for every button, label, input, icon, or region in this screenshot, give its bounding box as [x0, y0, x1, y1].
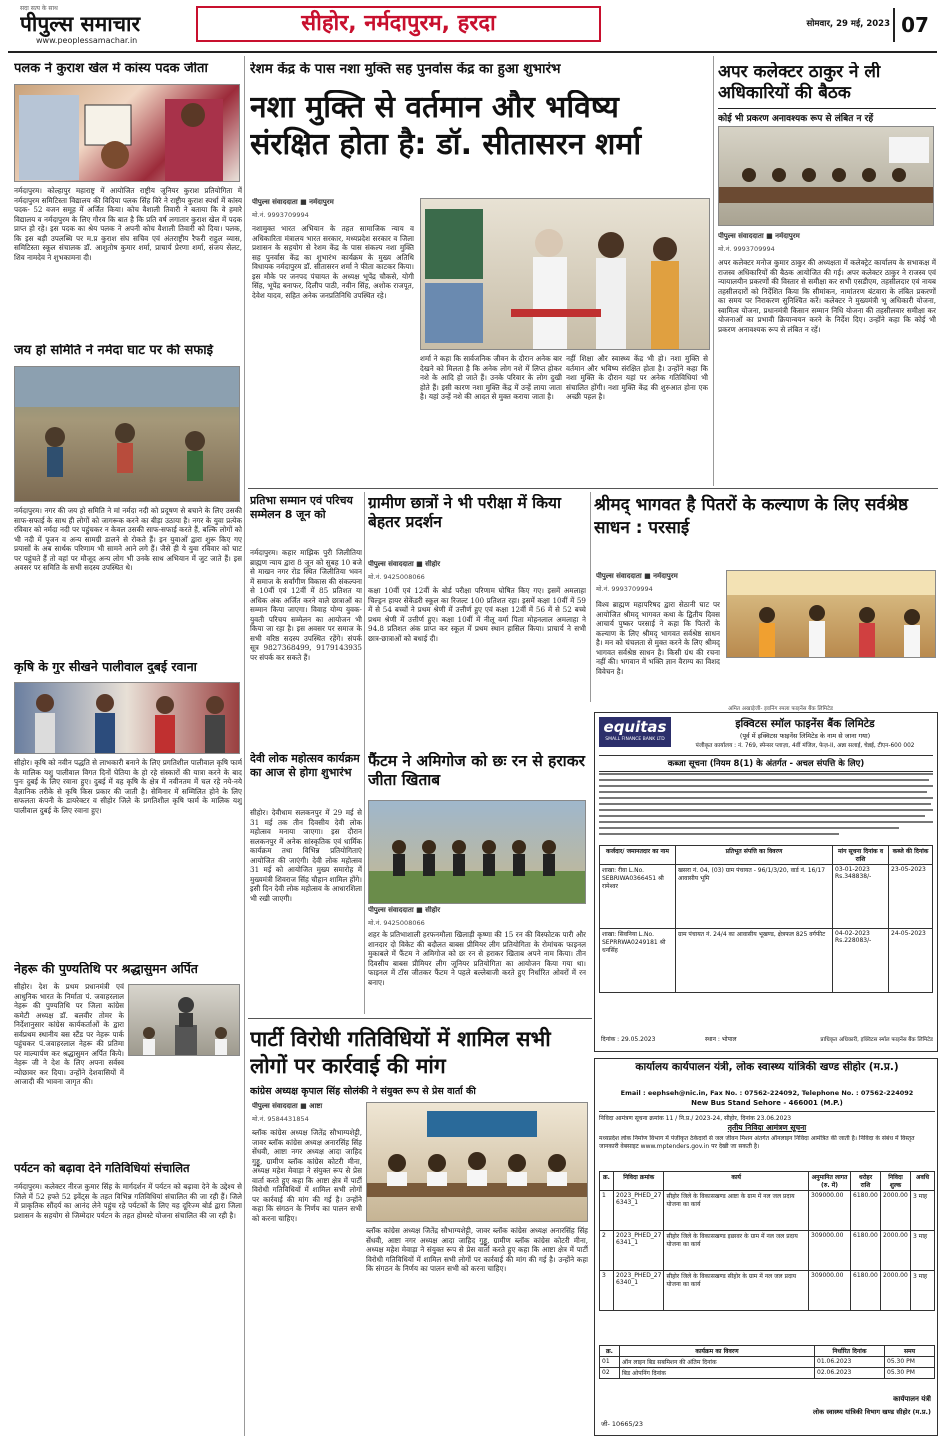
bank-col: मांग सूचना दिनांक व राशि: [833, 846, 889, 865]
fantom-byline: पीपुल्स संवाददाता ■ सीहोर: [368, 906, 441, 914]
bank-footer-place: स्थान : भोपाल: [705, 1036, 737, 1043]
tender-col: निविदा शुल्क: [881, 1172, 911, 1191]
table-cell: 309000.00: [809, 1191, 851, 1231]
adm-deck: कोई भी प्रकरण अनावश्यक रूप से लंबित न रहें: [718, 108, 936, 124]
party-headline: पार्टी विरोधी गतिविधियों में शामिल सभी लोगों पर कार्रवाई की मांग: [250, 1027, 551, 1079]
table-cell: 6180.00: [851, 1191, 881, 1231]
bank-notice: [594, 712, 938, 1052]
section-rule: [248, 488, 938, 489]
table-cell: सीहोर जिले के विकासखण्ड इछावर के ग्राम में नल जल प्रदाय योजना का कार्य: [664, 1231, 809, 1271]
table-cell: 2023_PHED_27 6343_1: [614, 1191, 664, 1231]
lead-body: नहीं शिक्षा और स्वास्थ्य केंद्र भी हो। नशा मुक्ति से वर्तमान और भविष्य संरक्षित होता है। उन्होंने कहा कि नशा मुक्ति के दौरान यहां पर अनेक गतिविधियां भी संचालित होंगी। नशा मुक्ति केंद्र की शुरुआत होना एक अच्छी पहल है।: [566, 354, 708, 401]
table-cell: खसरा नं. 04, (03) ग्राम पंचायत - 96/1/3/20, वार्ड नं. 16/17 आवासीय भूमि: [676, 865, 833, 929]
bank-name: इक्विटस स्मॉल फाइनेंस बैंक लिमिटेड: [735, 718, 875, 730]
party-byline: पीपुल्स संवाददाता ■ आष्टा: [252, 1102, 323, 1110]
bank-name-sub: (पूर्व में इक्विटस फाइनेंस लिमिटेड के नाम से जाना गया): [739, 732, 871, 740]
photo-dubai-departure: [14, 682, 240, 754]
pratibha-body: नर्मदापुरम। कहार माझिक पुरी जिलीतिया ब्राह्मण न्याय द्वारा 8 जून को सुबह 10 बजे से माखन नगर रोड स्थित जिलीतिया भवन में समाज के सर्वांगीण विकास की संकल्पना से 10वीं एवं 12वीं में 85 प्रतिशत या अधिक अंक अर्जित करने वाले छात्राओं का सम्मान किया जाएगा। विवाह योग्य युवक-युवती परिचय सम्मेलन का आयोजन भी किया जा रहा है। इस अवसर पर समाज के सभी वरिष्ठ सदस्य उपस्थित रहेंगे। संपर्क सूत्र 9827368499, 9179143935 पर संपर्क कर सकते हैं।: [250, 548, 362, 662]
table-cell: 2000.00: [881, 1191, 911, 1231]
adm-body: अपर कलेक्टर मनोज कुमार ठाकुर की अध्यक्षता में कलेक्ट्रेट कार्यालय के सभाकक्ष में राजस्व अधिकारियों की बैठक आयोजित की गई। अपर कलेक्टर ठाकुर ने राजस्व एवं न्यायालयीन प्रकरणों की विस्तार से समीक्षा कर सभी एसडीएम, तहसीलदार एवं नायब तहसीलदारों को निर्देशित किया कि सीमांकन, नामांतरण बंटवारा के लंबित प्रकरणों का समय पर निराकरण सुनिश्चित करें। कलेक्टर ने मुख्यमंत्री भू अधिकारी योजना, स्वामित्व योजना, प्रधानमंत्री किसान सम्मान निधि योजना की तहसीलवार समीक्षा कर योजनाओं का प्रभावी क्रियान्वयन करने के निर्देश दिए। उन्होंने कहा कि कोई भी प्रकरण अनावश्यक रूप से लंबित न रहें।: [718, 258, 936, 334]
adm-byline: पीपुल्स संवाददाता ■ नर्मदापुरम: [718, 232, 800, 240]
lead-body: शर्मा ने कहा कि सार्वजनिक जीवन के दौरान अनेक बार देखने को मिलता है कि अनेक लोग नशे में लिप्त होकर नशे के आदि हो जाते हैं। उनके परिवार के लोग दुखी होते हैं। इसी कारण नशा मुक्ति केंद्र में उन्हें लाया जाता है। यहां उन्हें नशे की आदत से मुक्त कराया जाता है।: [420, 354, 562, 401]
tender-col: अनुमानित लागत (रु. में): [809, 1172, 851, 1191]
table-cell: 3 माह: [911, 1191, 935, 1231]
tender-table: [599, 1171, 935, 1311]
bhagwat-caption: अमित अखाड़ेजी- इवनिंग स्पला फाइनेंस बैंक लिमिटेड: [728, 706, 833, 712]
table-cell: 23-05-2023: [889, 865, 933, 929]
schedule-col: क्र.: [600, 1346, 620, 1357]
table-row: [600, 1271, 935, 1311]
lead-headline: नशा मुक्ति से वर्तमान और भविष्य संरक्षित होता है: डॉ. सीतासरन शर्मा: [250, 90, 642, 162]
table-cell: ग्राम पंचायत नं. 24/4 का आवासीय भूखण्ड, क्षेत्रफल 825 वर्गफीट: [676, 929, 833, 993]
table-cell: 01.06.2023: [815, 1357, 885, 1368]
issue-date: सोमवार, 29 मई, 2023: [806, 19, 890, 29]
table-row: [600, 865, 933, 929]
table-cell: 3: [600, 1271, 614, 1311]
tender-address: New Bus Stand Sehore - 466001 (M.P.): [691, 1099, 843, 1107]
tender-contact: Email : eephseh@nic.in, Fax No. : 07562-224092, Telephone No. : 07562-224092: [620, 1089, 914, 1097]
photo-illustration: [727, 571, 936, 658]
photo-illustration: [15, 85, 240, 182]
tender-title: कार्यालय कार्यपालन यंत्री, लोक स्वास्थ्य यांत्रिकी खण्ड सीहोर (म.प्र.): [635, 1061, 899, 1073]
fine-print: [599, 771, 933, 841]
table-cell: 2023_PHED_27 6340_1: [614, 1271, 664, 1311]
party-body: ब्लॉक कांग्रेस अध्यक्ष जितेंद्र सौभाग्यशेट्टी, जावर ब्लॉक कांग्रेस अध्यक्ष अनारसिंह सिंह सेंधवी, आष्टा नगर अध्यक्ष आदा जाहिद गुड्डू, ग्रामीण ब्लॉक कांग्रेस कोटरी मीना, अध्यक्ष महेश मेवाड़ा ने संयुक्त रूप से प्रेस वार्ता करते हुए कहा कि आष्टा क्षेत्र में पार्टी विरोधी गतिविधियों में शामिल सभी लोगों पर कार्रवाई की मांग की गई है। उन्होंने कहा कि संगठन के निर्णय का पालन सभी को करना चाहिए।: [252, 1128, 362, 1223]
bhagwat-byline: पीपुल्स संवाददाता ■ नर्मदापुरम: [596, 572, 678, 580]
photo-illustration: [129, 985, 240, 1056]
tender-col: क्र.: [600, 1172, 614, 1191]
story-body: सीहोर। देश के प्रथम प्रधानमंत्री एवं आधुनिक भारत के निर्माता पं. जवाहरलाल नेहरू की पुण्यतिथि पर जिला कांग्रेस कमेटी अध्यक्ष डॉ. बलवीर तोमर के निर्देशानुसार कांग्रेस कार्यकर्ताओं के द्वारा सर्वप्रथम स्थानीय बस स्टैंड पर नेहरू पार्क पहुंचकर पं.जवाहरलाल नेहरू की प्रतिमा पर माल्यार्पण कर श्रद्धासुमन अर्पित किये। नेहरू जी ने देश के लिए अपना सर्वस्व न्योछावर कर दिया। उन्होंने देशवासियों में आजादी की भावना जागृत की।: [14, 982, 124, 1086]
table-cell: 02: [600, 1368, 620, 1379]
col-divider: [590, 492, 591, 702]
photo-medal-winner: [14, 84, 240, 182]
brand-logo[interactable]: [14, 4, 189, 48]
bank-col: प्रतिभूत संपत्ति का विवरण: [676, 846, 833, 865]
col-divider: [244, 56, 245, 1436]
table-cell: 309000.00: [809, 1271, 851, 1311]
table-cell: शाखा: सिवनिया L.No. SEPRRWA0249181 श्री धनसिंह: [600, 929, 676, 993]
tender-notice: [594, 1058, 938, 1436]
tender-intro: मध्यप्रदेश लोक निर्माण विभाग में पंजीकृत ठेकेदारों से जल जीवन मिशन अंतर्गत ऑनलाइन निविदा आमंत्रित की जाती है। निविदा के संबंध में विस्तृत जानकारी वेबसाइट www.mptenders.gov.in पर देखी जा सकती है।: [599, 1135, 915, 1150]
story-title: जय हो समिति ने नर्मदा घाट पर की सफाई: [14, 344, 214, 358]
brand-tagline: सदा सत्य के साथ: [20, 5, 58, 12]
tender-col: निविदा क्रमांक: [614, 1172, 664, 1191]
table-cell: ऑन लाइन बिड सबमिशन की अंतिम दिनांक: [620, 1357, 815, 1368]
lead-byline: पीपुल्स संवाददाता ■ नर्मदापुरम: [252, 198, 334, 206]
col-divider: [713, 56, 714, 486]
pratibha-headline: प्रतिभा सम्मान एवं परिचय सम्मेलन 8 जून को: [250, 494, 353, 522]
table-cell: 2000.00: [881, 1231, 911, 1271]
section-rule: [248, 1018, 592, 1019]
schedule-col: कार्यक्रम का विवरण: [620, 1346, 815, 1357]
table-cell: बिड ओपनिंग दिनांक: [620, 1368, 815, 1379]
table-cell: 309000.00: [809, 1231, 851, 1271]
photo-illustration: [15, 367, 240, 502]
page-number: 07: [893, 8, 935, 42]
bank-notice-title: कब्जा सूचना (नियम 8(1) के अंतर्गत - अचल संपत्ति के लिए): [599, 755, 933, 772]
bank-col: कब्जे की दिनांक: [889, 846, 933, 865]
table-cell: 2000.00: [881, 1271, 911, 1311]
table-row: [600, 1191, 935, 1231]
photo-inauguration: [420, 198, 710, 350]
tender-sign1: कार्यपालन यंत्री: [893, 1395, 931, 1403]
tender-col: कार्य: [664, 1172, 809, 1191]
tender-col: धरोहर राशि: [851, 1172, 881, 1191]
photo-press-conference: [366, 1102, 588, 1222]
bank-logo-sub: SMALL FINANCE BANK LTD: [605, 737, 665, 742]
story-title: पर्यटन को बढ़ावा देने गतिविधियां संचालित: [14, 1162, 190, 1175]
bank-signatory: प्राधिकृत अधिकारी, इक्विटस स्मॉल फाइनेंस बैंक लिमिटेड: [820, 1037, 933, 1043]
tender-sign2: लोक स्वास्थ्य यांत्रिकी विभाग खण्ड सीहोर (म.प्र.): [813, 1408, 931, 1416]
photo-ghat-cleaning: [14, 366, 240, 502]
story-body: नर्मदापुरम। कलेक्टर नीरज कुमार सिंह के मार्गदर्शन में पर्यटन को बढ़ावा देने के उद्देश्य से जिले में 52 हफ्ते 52 इवेंट्स के तहत विभिन्न गतिविधियां संचालित की जा रही हैं। जिले में प्राकृतिक सौंदर्य का आनंद लेने पहुंच रहे पर्यटकों के लिए यह दूरिज्म बोर्ड द्वारा जिला प्रशासन के सहयोग से जिम्मेदार पर्यटन के तहत होमस्टे योजना संचालित की जा रही है।: [14, 1182, 242, 1220]
masthead: [0, 0, 945, 50]
bhagwat-headline: श्रीमद् भागवत है पितरों के कल्याण के लिए सर्वश्रेष्ठ साधन : परसाई: [594, 495, 908, 538]
tender-col: अवधि: [911, 1172, 935, 1191]
bank-logo-text: equitas: [603, 718, 667, 736]
table-cell: 6180.00: [851, 1271, 881, 1311]
adm-phone: मो.नं. 9993709994: [718, 245, 775, 253]
lead-body: नशामुक्त भारत अभियान के तहत सामाजिक न्याय व अधिकारिता मंत्रालय भारत सरकार, मध्यप्रदेश सरकार व जिला प्रशासन के सहयोग से रेशम केंद्र के पास संकल्प नशा मुक्ति सह पुनर्वास केंद्र का शुभारंभ कार्यक्रम के मुख्य अतिथि विधायक नर्मदापुरम डॉ. सीतासरन शर्मा ने फीता काटकर किया। इस मौके पर जनपद पंचायत के अध्यक्ष भूपेंद्र चौकसे, योगी सिंह, भूपेंद्र बनाफर, दिलीप पाठी, नवीन सिंह, अशोक राजपूत, देवेश यादव, सहित अनेक जनप्रतिनिधि उपस्थित रहे।: [252, 224, 414, 300]
bank-notice-body: [599, 771, 933, 841]
col-divider: [364, 492, 365, 1014]
party-phone: मो.नं. 9584431854: [252, 1115, 309, 1123]
story-body: नर्मदापुरम। कोल्हापुर महाराष्ट्र में आयोजित राष्ट्रीय जूनियर कुराश प्रतियोगिता में नर्मदापुरम समिटिस्ता विद्यालय की विदिया पलक सिंह विरे ने राष्ट्रीय कुराश स्पर्धा में कांस्य पदक- 52 वजन समूह में अर्जित किया। कोच वैशाली तिवारी ने बताया कि वे हमारे विद्यालय व नर्मदापुरम के लिए गौरव कि बात है कि प्रति वर्ष लगातार कुराश खेल में पदक प्राप्त हो रहे। इस पदक का श्रेय पलक ने अपनी कोच वैशाली तिवारी को दिया। पलक, कि इस बड़ी उपलब्धि पर म.प्र कुराश संघ सचिव एवं अंतराष्ट्रीय रैफरी राहुल व्यास, समिटिस्ता स्कूल संचालक डॉ. आशुतोष कुमार शर्मा, प्राचार्य प्रेरणा शर्मा, संजय सेलट, शिव नामदेव ने शुभकामना दी।: [14, 186, 242, 262]
table-row: [600, 1368, 935, 1379]
photo-bhagwat-katha: [726, 570, 936, 658]
section-banner: [196, 6, 601, 42]
bank-footer-date: दिनांक : 29.05.2023: [601, 1036, 656, 1043]
tender-ref: निविदा आमंत्रण सूचना क्रमांक 11 / नि.प्र./ 2023-24, सीहोर, दिनांक 23.06.2023: [599, 1111, 935, 1122]
fantom-headline: फैंटम ने अमिगोज को छः रन से हराकर जीता खिताब: [368, 752, 585, 790]
table-cell: सीहोर जिले के विकासखण्ड आष्टा के ग्राम में नल जल प्रदाय योजना का कार्य: [664, 1191, 809, 1231]
photo-meeting: [718, 126, 934, 226]
table-cell: 05.30 PM: [885, 1357, 935, 1368]
schedule-col: समय: [885, 1346, 935, 1357]
party-body-2: ब्लॉक कांग्रेस अध्यक्ष जितेंद्र सौभाग्यशेट्टी, जावर ब्लॉक कांग्रेस अध्यक्ष अनारसिंह सिंह सेंधवी, आष्टा नगर अध्यक्ष आदा जाहिद गुड्डू, ग्रामीण ब्लॉक कांग्रेस कोटरी मीना, अध्यक्ष महेश मेवाड़ा ने संयुक्त रूप से प्रेस वार्ता करते हुए कहा कि आष्टा क्षेत्र में पार्टी विरोधी गतिविधियों में शामिल सभी लोगों पर कार्रवाई की मांग की गई है। उन्होंने कहा कि संगठन के निर्णय का पालन सभी को करना चाहिए।: [366, 1226, 588, 1273]
party-deck: कांग्रेस अध्यक्ष कृपाल सिंह सोलंकी ने संयुक्त रूप से प्रेस वार्ता की: [250, 1086, 476, 1097]
table-cell: सीहोर जिले के विकासखण्ड सीहोर के ग्राम में नल जल प्रदाय योजना का कार्य: [664, 1271, 809, 1311]
photo-cricket-team: [368, 800, 586, 904]
devi-headline: देवी लोक महोत्सव कार्यक्रम का आज से होगा शुभारंभ: [250, 752, 360, 780]
table-row: [600, 929, 933, 993]
table-row: [600, 1357, 935, 1368]
table-cell: शाखा: रीवा L.No. SEBRIWA0366451 श्री रामेश्वर: [600, 865, 676, 929]
photo-illustration: [369, 801, 586, 904]
table-cell: 6180.00: [851, 1231, 881, 1271]
lead-kicker: रेशम केंद्र के पास नशा मुक्ति सह पुनर्वास केंद्र का हुआ शुभारंभ: [250, 62, 561, 77]
table-cell: 2023_PHED_27 6341_1: [614, 1231, 664, 1271]
masthead-rule: [8, 51, 937, 53]
table-cell: 01: [600, 1357, 620, 1368]
photo-illustration: [719, 127, 934, 226]
table-cell: 1: [600, 1191, 614, 1231]
bhagwat-phone: मो.नं. 9993709994: [596, 585, 653, 593]
tender-schedule: [599, 1345, 935, 1379]
brand-url[interactable]: www.peoplessamachar.in: [36, 36, 138, 45]
schedule-col: निर्धारित दिनांक: [815, 1346, 885, 1357]
photo-illustration: [421, 199, 710, 350]
table-cell: 3 माह: [911, 1231, 935, 1271]
gramin-headline: ग्रामीण छात्रों ने भी परीक्षा में किया बेहतर प्रदर्शन: [368, 494, 562, 532]
section-title: सीहोर, नर्मदापुरम, हरदा: [301, 11, 496, 36]
gramin-phone: मो.नं. 9425008066: [368, 573, 425, 581]
photo-nehru-statue: [128, 984, 240, 1056]
gramin-byline: पीपुल्स संवाददाता ■ सीहोर: [368, 560, 441, 568]
table-row: [600, 1231, 935, 1271]
table-cell: 24-05-2023: [889, 929, 933, 993]
table-cell: 3 माह: [911, 1271, 935, 1311]
table-cell: 02.06.2023: [815, 1368, 885, 1379]
fantom-phone: मो.नं. 9425008066: [368, 919, 425, 927]
photo-illustration: [15, 683, 240, 754]
table-cell: 05.30 PM: [885, 1368, 935, 1379]
story-body: सीहोर। कृषि को नवीन पद्धति से लाभकारी बनाने के लिए प्रगतिशील पालीवाल कृषि फार्म के मालिक यशु पालीवाल विगत दिनों घेतिया के हो रहे संस्कारों की यात्रा करने के बाद पुनः दुबई के लिए रवाना हुए। दुबई में वह कृषि के क्षेत्र में नवीनतम में चल रहे नये-नये वैज्ञानिक तरीके से कृषि किस प्रकार की जाती है। सेमिनार में सम्मिलित होने के लिए सफलता कंपनी के डायरेक्टर व सीहोर जिले के प्रगतिशील कृषि फार्म के मालिक यशु पालीवाल दुबई के लिए रवाना हुए।: [14, 758, 242, 815]
story-title: नेहरू की पुण्यतिथि पर श्रद्धासुमन अर्पित: [14, 962, 198, 976]
bhagwat-body: विश्व ब्राह्मण महापरिषद द्वारा सेठानी घाट पर आयोजित श्रीमद् भागवत कथा के द्वितीय दिवस आचार्य पुष्कर परसाई ने कहा कि पितरों के कल्याण के लिए श्रीमद् भागवत सर्वश्रेष्ठ साधन है। मन को चंचलता से मुक्त करने के लिए श्रीमद् भागवत सर्वश्रेष्ठ साधन है। किसी ग्रंथ की रचना नहीं की। भगवान में भक्ति ज्ञान वैराग्य का विशद विवेचन है।: [596, 600, 720, 676]
table-cell: 03-01-2023 Rs.348838/-: [833, 865, 889, 929]
lead-phone: मो.नं. 9993709994: [252, 211, 309, 219]
bank-col: कर्जदार/ जमानतदार का नाम: [600, 846, 676, 865]
photo-illustration: [367, 1103, 588, 1222]
bank-table: [599, 845, 933, 993]
devi-body: सीहोर। देवीधाम सलकनपुर में 29 मई से 31 मई तक तीन दिवसीय देवी लोक महोत्सव मनाया जाएगा। इस दौरान सलकनपुर में अनेक सांस्कृतिक एवं धार्मिक कार्यक्रम तथा विभिन्न प्रतियोगिताएं आयोजित की जाएंगी। देवी लोक महोत्सव 31 मई को आयोजित मुख्य समारोह में मुख्यमंत्री शिवराज सिंह चौहान शामिल होंगे। इसी दिन देवी लोक महोत्सव के आधारशिला भी रखी जाएगी।: [250, 808, 362, 903]
tender-footer-code: जी- 10665/23: [601, 1420, 644, 1428]
bank-address: पंजीकृत कार्यालय : नं. 769, स्पेन्सर प्लाज़ा, 4वीं मंजिल, फेज़-II, अन्ना सलाई, चेन्नई, टीएन-600 002: [695, 743, 915, 749]
story-title: पलक ने कुराश खेल में कांस्य पदक जीता: [14, 62, 208, 76]
tender-subtitle: तृतीय निविदा आमंत्रण सूचना: [727, 1123, 807, 1132]
table-cell: 04-02-2023 Rs.228083/-: [833, 929, 889, 993]
table-cell: 2: [600, 1231, 614, 1271]
gramin-body: कक्षा 10वीं एवं 12वीं के बोर्ड परीक्षा परिणाम घोषित किए गए। इसमें अमलाहा चिल्ड्रन हायर सेकेंडरी स्कूल का रिजल्ट 100 प्रतिशत रहा। इसमें कक्षा 10वीं में 59 में से 54 बच्चों ने प्रथम श्रेणी में उत्तीर्ण हुए एवं कक्षा 12वीं में 56 में से 52 बच्चे प्रथम श्रेणी में उत्तीर्ण हुए। कक्षा 10वीं में नीलू वर्मा पिता मोहनलाल अमलाहा ने 94.8 प्रतिशत अंक प्राप्त कर स्कूल में प्रथम स्थान हासिल किया। प्राचार्य ने सभी छात्र-छात्राओं को बधाई दी।: [368, 586, 586, 643]
adm-headline: अपर कलेक्टर ठाकुर ने ली अधिकारियों की बैठक: [718, 62, 881, 104]
bank-logo: [599, 717, 671, 747]
fantom-body: शहर के प्रतिभाशाली हरफनमौला खिलाड़ी कृष्णा की 15 रन की विस्फोटक पारी और शानदार दो विकेट की बदौलत बाबस प्रीमियर लीग प्रतियोगिता के रोमांचक फाइनल मुकाबले में फैंटम ने अमिगोज को छः रन से हराकर खिताब अपने नाम किया। तीन दिवसीय बाबस प्रीमियर लीग जूनियर प्रतियोगिता का आयोजन किया गया था। फाइनल में टॉस जीतकर फैंटम ने पहले बल्लेबाजी करते हुए निर्धारित ओवरों में रन बनाए।: [368, 930, 586, 987]
story-body: नर्मदापुरम। नगर की जय हो समिति ने मां नर्मदा नदी को प्रदूषण से बचाने के लिए उसकी साफ-सफाई के साथ ही लोगों को जागरूक करने का बीड़ा उठाया है। नगर के युवा प्रत्येक रविवार को नर्मदा नदी पर पहुंचकर न केवल उसकी साफ-सफाई करते हैं, बल्कि लोगों को भी नदी में पूजन व अन्य सामग्री डालने से रोकते हैं। इन युवाओं द्वारा शुरू किए गए प्रयासों के अब सार्थक परिणाम भी सामने आने लगे हैं। जैसे ही ये युवा रविवार को घाट पर पहुंचते हैं तो वहां पर मौजूद अन्य लोग भी उनके साथ अभियान में जुट जाते हैं। इस अवसर पर समिति के सभी सदस्य उपस्थित थे।: [14, 506, 242, 572]
brand-name: पीपुल्स समाचार: [20, 12, 141, 36]
story-title: कृषि के गुर सीखने पालीवाल दुबई रवाना: [14, 660, 197, 674]
